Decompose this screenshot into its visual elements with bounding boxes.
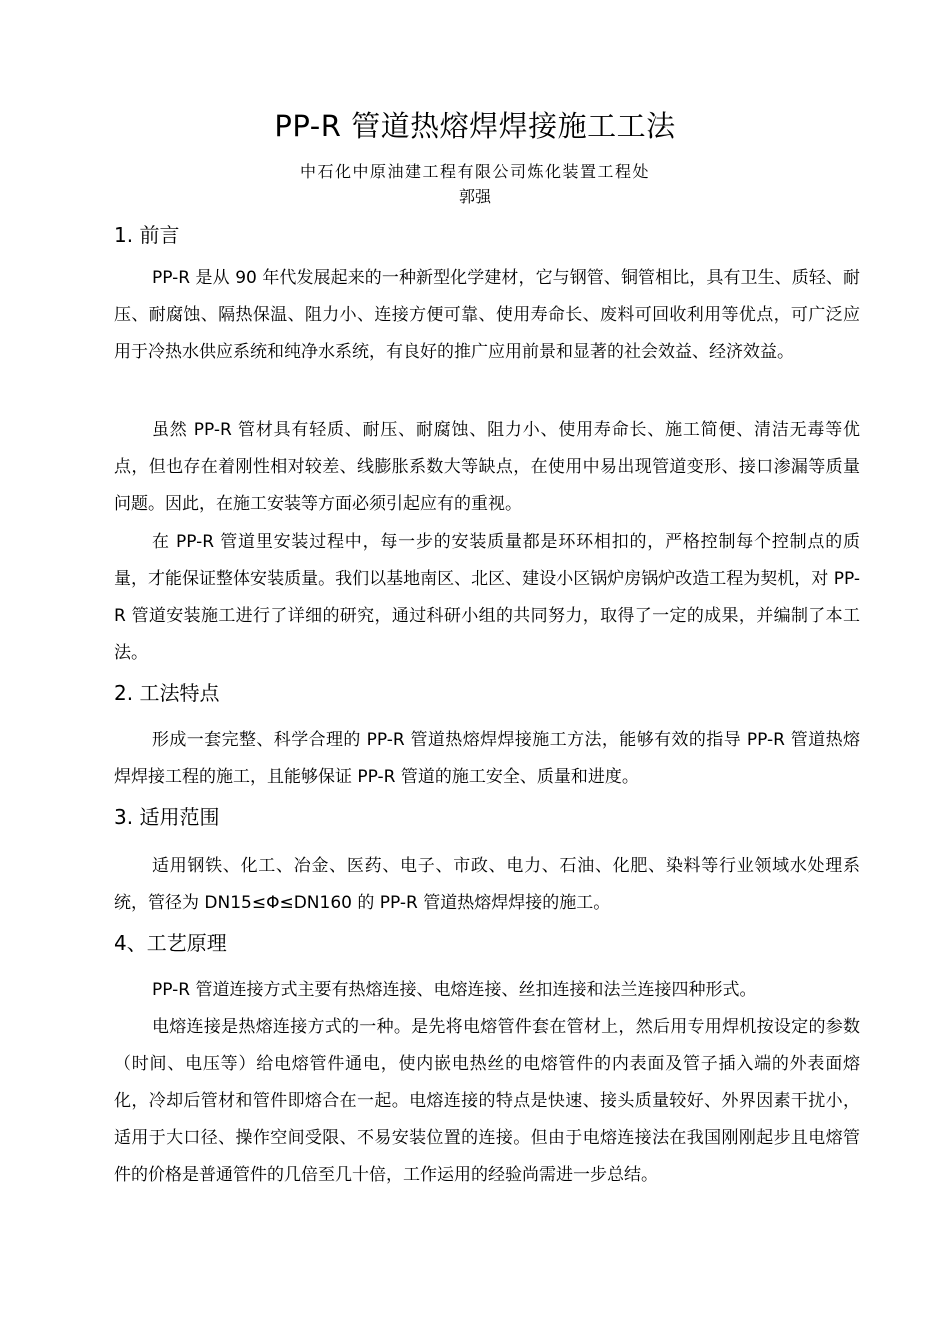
paragraph: 形成一套完整、科学合理的 PP-R 管道热熔焊焊接施工方法，能够有效的指导 PP-R 管道热熔焊焊接工程的施工，且能够保证 PP-R 管道的施工安全、质量和进度。: [114, 730, 860, 787]
paragraph: 在 PP-R 管道里安装过程中，每一步的安装质量都是环环相扣的，严格控制每个控制点的质量，才能保证整体安装质量。我们以基地南区、北区、建设小区锅炉房锅炉改造工程为契机，对 PP-R 管道安装施工进行了详细的研究，通过科研小组的共同努力，取得了一定的成果，并编制了本工法。: [114, 532, 860, 663]
document-title: PP-R 管道热熔焊焊接施工工法: [274, 109, 676, 143]
paragraph: 虽然 PP-R 管材具有轻质、耐压、耐腐蚀、阻力小、使用寿命长、施工简便、清洁无毒等优点，但也存在着刚性相对较差、线膨胀系数大等缺点，在使用中易出现管道变形、接口渗漏等质量问题。因此，在施工安装等方面必须引起应有的重视。: [114, 420, 860, 514]
section-heading-introduction: 1. 前言: [114, 223, 180, 247]
paragraph: 适用钢铁、化工、冶金、医药、电子、市政、电力、石油、化肥、染料等行业领域水处理系统，管径为 DN15≤Φ≤DN160 的 PP-R 管道热熔焊焊接的施工。: [114, 856, 860, 913]
section-heading-features: 2. 工法特点: [114, 681, 220, 705]
author-name: 郭强: [458, 187, 491, 206]
paragraph: 电熔连接是热熔连接方式的一种。是先将电熔管件套在管材上，然后用专用焊机按设定的参数（时间、电压等）给电熔管件通电，使内嵌电热丝的电熔管件的内表面及管子插入端的外表面熔化，冷却后管材和管件即熔合在一起。电熔连接的特点是快速、接头质量较好、外界因素干扰小，适用于大口径、操作空间受限、不易安装位置的连接。但由于电熔连接法在我国刚刚起步且电熔管件的价格是普通管件的几倍至几十倍，工作运用的经验尚需进一步总结。: [114, 1017, 860, 1185]
section-heading-scope: 3. 适用范围: [114, 805, 220, 829]
paragraph: PP-R 是从 90 年代发展起来的一种新型化学建材，它与钢管、铜管相比，具有卫生、质轻、耐压、耐腐蚀、隔热保温、阻力小、连接方便可靠、使用寿命长、废料可回收利用等优点，可广泛应用于冷热水供应系统和纯净水系统，有良好的推广应用前景和显著的社会效益、经济效益。: [114, 268, 860, 362]
paragraph: PP-R 管道连接方式主要有热熔连接、电熔连接、丝扣连接和法兰连接四种形式。: [152, 980, 757, 1000]
author-affiliation: 中石化中原油建工程有限公司炼化装置工程处: [299, 162, 650, 181]
section-heading-principle: 4、工艺原理: [114, 931, 227, 955]
